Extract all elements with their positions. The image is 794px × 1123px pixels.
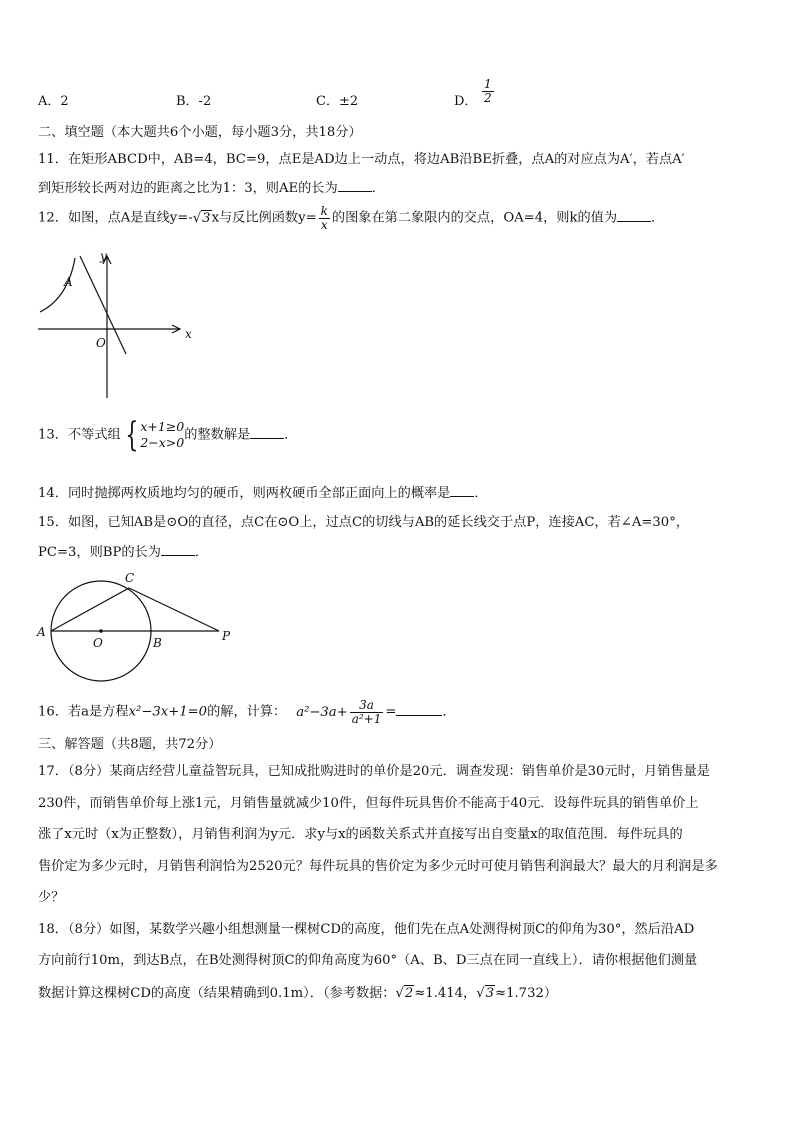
q14-answer-blank bbox=[450, 483, 474, 497]
option-d-label: D． bbox=[454, 94, 478, 109]
q15-line2: PC=3，则BP的长为 ． bbox=[38, 541, 208, 560]
sqrt-symbol: √3 bbox=[192, 210, 211, 226]
q12-label-a: A bbox=[64, 275, 73, 289]
q18-line3-text: 数据计算这棵树CD的高度（结果精确到0.1m）．（参考数据： bbox=[38, 986, 396, 1001]
q12-text-b: x与反比例函数y= bbox=[211, 210, 317, 226]
option-b: B．-2 bbox=[176, 94, 212, 109]
q16-expr: a²−3a+ bbox=[296, 704, 348, 720]
brace-symbol: { bbox=[125, 415, 139, 455]
q15-center-dot bbox=[99, 629, 103, 633]
q15-line1: 15．如图，已知AB是⊙O的直径，点C在⊙O上，过点C的切线与AB的延长线交于点P，连接AC，若∠A=30°， bbox=[38, 515, 689, 530]
section2-heading: 二、填空题（本大题共6个小题，每小题3分，共18分） bbox=[38, 125, 362, 140]
q18-approx2: ≈1.414， bbox=[414, 986, 477, 1001]
q16-text: 16．若a是方程x²−3x+1=0的解，计算： a²−3a+ $\frac{3a}{\text{a²+1}}$ = ． bbox=[38, 698, 456, 726]
q12-answer-blank bbox=[617, 207, 651, 221]
sqrt-symbol: √3 bbox=[476, 986, 495, 1001]
q11-line2: 到矩形较长两对边的距离之比为1：3，则AE的长为 ． bbox=[38, 177, 385, 196]
option-c: C．±2 bbox=[316, 94, 359, 109]
q18-line1: 18．（8分）如图，某数学兴趣小组想测量一棵树CD的高度，他们先在点A处测得树顶C的仰角为30°，然后沿AD bbox=[38, 922, 695, 937]
q15-line-ac bbox=[51, 588, 129, 631]
q18-line3 bbox=[38, 982, 557, 1001]
q14-text-content: 14．同时抛掷两枚质地均匀的硬币，则两枚硬币全部正面向上的概率是 bbox=[38, 486, 451, 501]
q18-sqrt3: 3 bbox=[485, 986, 495, 1001]
option-d-denominator: 2 bbox=[484, 90, 492, 105]
q12-label-o: O bbox=[96, 336, 106, 350]
q15-label-p: P bbox=[222, 629, 231, 643]
q11-answer-blank bbox=[338, 178, 372, 192]
q16-answer-blank bbox=[396, 701, 442, 715]
option-d-fraction bbox=[482, 78, 494, 104]
q15-figure bbox=[34, 566, 244, 682]
q14-text: 14．同时抛掷两枚质地均匀的硬币，则两枚硬币全部正面向上的概率是 ． bbox=[38, 482, 488, 501]
q13-text: 13．不等式组 { x+1≥0 2−x>0 的整数解是 ． bbox=[38, 415, 298, 455]
q15-line2-text: PC=3，则BP的长为 bbox=[38, 545, 161, 560]
q13-inequality-system bbox=[140, 419, 184, 450]
option-a: A．2 bbox=[38, 94, 69, 109]
q12-frac-den: x bbox=[320, 217, 328, 232]
q16-frac-num: 3a bbox=[350, 699, 384, 713]
section3-heading: 三、解答题（共8题，共72分） bbox=[38, 737, 222, 752]
q13-ineq2: 2−x>0 bbox=[140, 435, 185, 450]
option-d-numerator: 1 bbox=[484, 77, 492, 91]
q17-line1: 17．（8分）某商店经营儿童益智玩具，已知成批购进时的单价是20元．调查发现：销售单价是30元时，月销售量是 bbox=[38, 764, 710, 779]
q18-line2: 方向前行10m，到达B点，在B处测得树顶C的仰角高度为60°（A、B、D三点在同一直线上）．请你根据他们测量 bbox=[38, 953, 698, 968]
q17-line2: 230件，而销售单价每上涨1元，月销售量就减少10件，但每件玩具售价不能高于40元．设每件玩具的销售单价上 bbox=[38, 796, 699, 811]
q15-label-c: C bbox=[125, 571, 135, 585]
q16-mid: 的解，计算： bbox=[207, 704, 287, 720]
q13-ineq1: x+1≥0 bbox=[140, 419, 185, 435]
q15-label-a: A bbox=[37, 625, 46, 639]
q12-fraction bbox=[319, 205, 330, 231]
q17-line3: 涨了x元时（x为正整数），月销售利润为y元．求y与x的函数关系式并直接写出自变量x的取值范围．每件玩具的 bbox=[38, 827, 683, 842]
q11-line1: 11．在矩形ABCD中，AB=4，BC=9，点E是AD边上一动点，将边AB沿BE折叠，点A的对应点为A′，若点A′ bbox=[38, 152, 685, 167]
q16-frac-den: a²+1 bbox=[351, 711, 382, 726]
q18-approx3: ≈1.732） bbox=[495, 986, 558, 1001]
q13-suffix: 的整数解是 bbox=[184, 427, 251, 443]
q17-line4: 售价定为多少元时，月销售利润恰为2520元？每件玩具的售价定为多少元时可使月销售利润最大？最大的月利润是多 bbox=[38, 859, 718, 874]
q12-label-y: y bbox=[100, 249, 107, 263]
q11-line2-text: 到矩形较长两对边的距离之比为1：3，则AE的长为 bbox=[38, 181, 338, 196]
q13-prefix: 13．不等式组 bbox=[38, 427, 121, 443]
q15-label-o: O bbox=[93, 636, 103, 650]
q12-label-x: x bbox=[185, 327, 192, 341]
q12-sqrt-value: 3 bbox=[202, 210, 211, 226]
q18-sqrt2: 2 bbox=[404, 986, 414, 1001]
q12-text-c: 的图象在第二象限内的交点，OA=4，则k的值为 bbox=[331, 210, 618, 226]
q16-prefix: 16．若a是方程 bbox=[38, 704, 129, 720]
q12-text-a: 12．如图，点A是直线y=- bbox=[38, 210, 193, 226]
q16-eq: = bbox=[385, 704, 397, 720]
q13-answer-blank bbox=[250, 424, 284, 438]
q15-tangent-cp bbox=[129, 588, 219, 631]
q12-figure bbox=[34, 246, 204, 404]
q15-label-b: B bbox=[153, 636, 162, 650]
q12-text: 12．如图，点A是直线y=-√3x与反比例函数y= $\frac{k}{x}$ 的图象在第二象限内的交点，OA=4，则k的值为 ． bbox=[38, 204, 665, 232]
q16-fraction bbox=[350, 699, 384, 725]
q17-line5: 少？ bbox=[38, 890, 65, 905]
q12-frac-num: k bbox=[320, 204, 328, 218]
sqrt-symbol: √2 bbox=[395, 986, 414, 1001]
q16-equation: x²−3x+1=0 bbox=[128, 704, 208, 720]
q15-answer-blank bbox=[161, 542, 195, 556]
